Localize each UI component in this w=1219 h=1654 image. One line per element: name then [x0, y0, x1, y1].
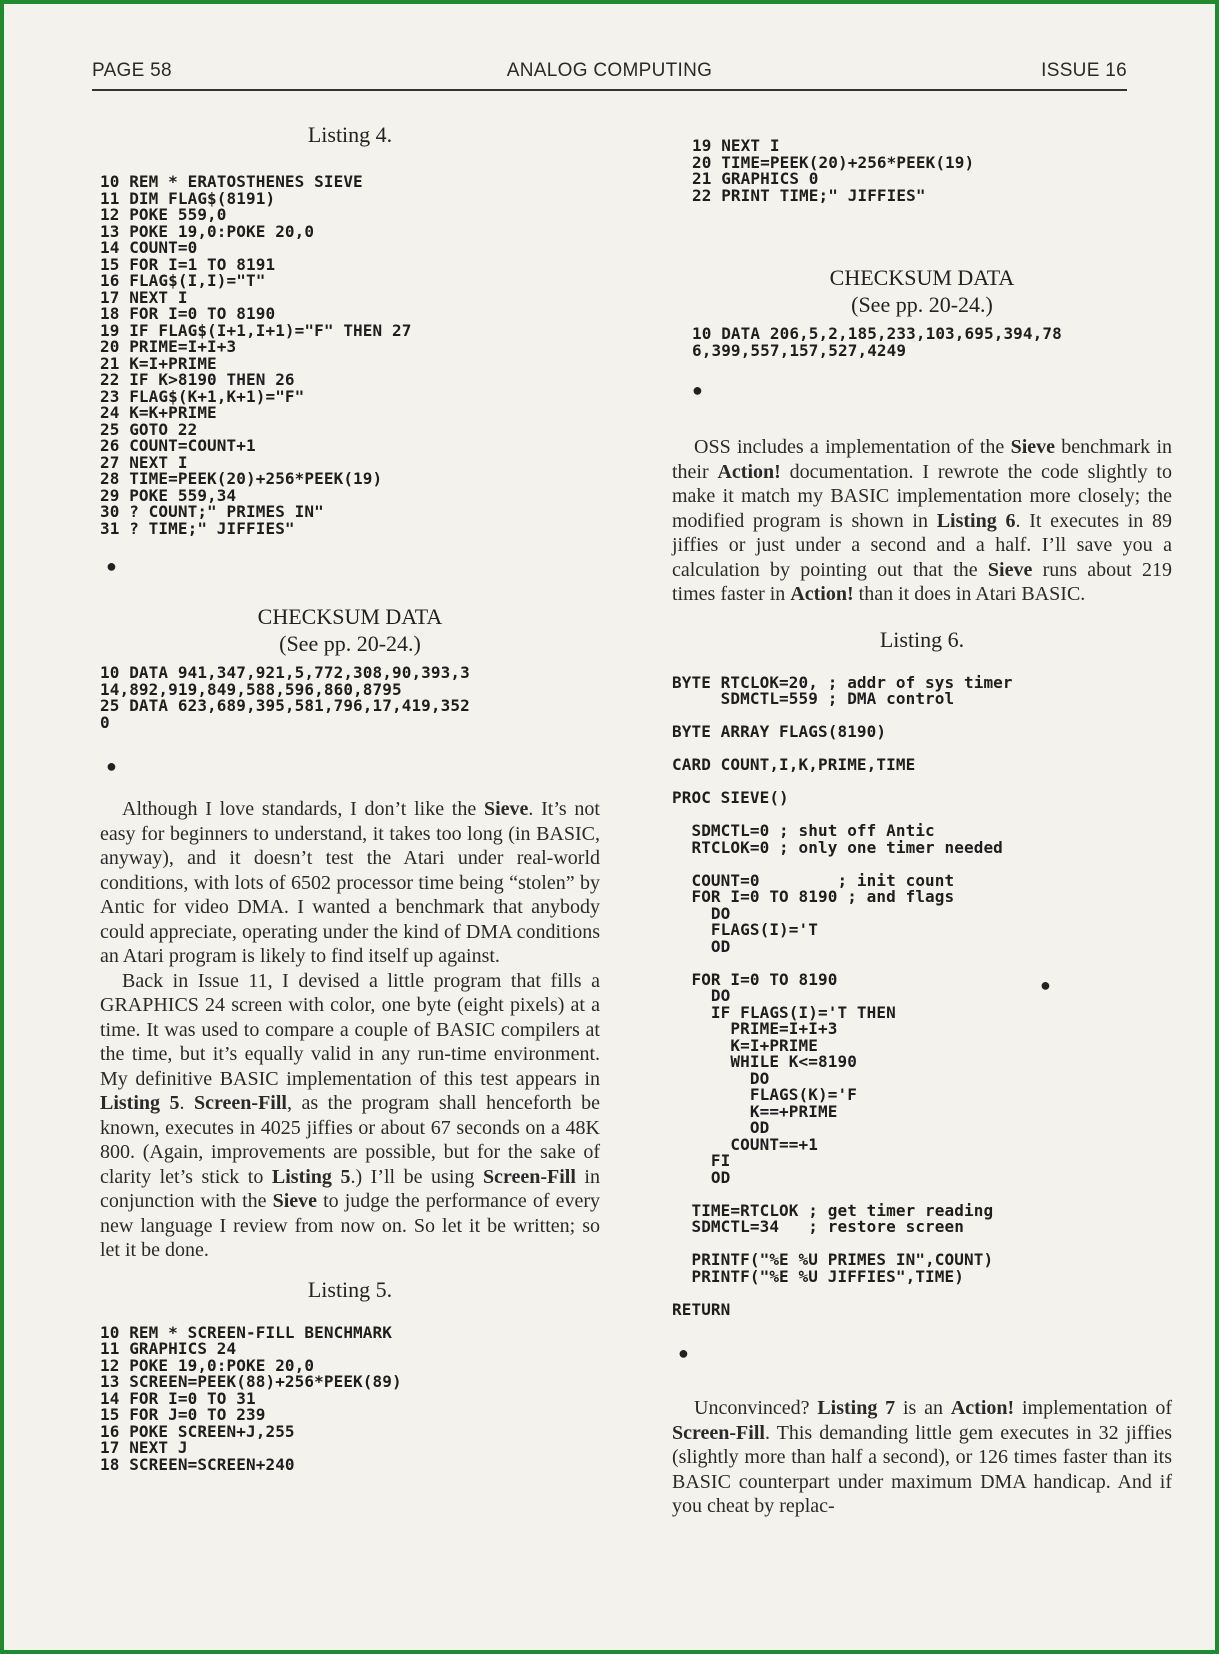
- paragraph: OSS includes a implementation of the Sieve benchmark in their Action! documentation. I rewrote the code slightly to make it match my BASIC implementation more closely; the modified program is shown in Listing 6. It executes in 89 jiffies or just under a second and a half. I’ll save you a calculation by pointing out that the Sieve runs about 219 times faster in Action! than it does in Atari BASIC.: [672, 436, 1172, 605]
- checksum-code: 10 DATA 941,347,921,5,772,308,90,393,3 14,892,919,849,588,596,860,8795 25 DATA 623,689,395,581,796,17,419,352 0: [100, 663, 470, 732]
- checksum-code: 10 DATA 206,5,2,185,233,103,695,394,78 6,399,557,157,527,4249: [692, 324, 1062, 360]
- bullet-marker: ●: [1040, 975, 1051, 995]
- left-column: [100, 122, 600, 1473]
- checksum-title: CHECKSUM DATA: [829, 265, 1015, 290]
- bullet-marker: ●: [678, 1343, 689, 1363]
- article-body-right-end: [672, 1396, 1172, 1519]
- article-body-right: [672, 435, 1172, 607]
- listing6-code: BYTE RTCLOK=20, ; addr of sys timer SDMCTL=559 ; DMA control BYTE ARRAY FLAGS(8190) CARD COUNT,I,K,PRIME,TIME PROC SIEVE() SDMCTL=0 ; shut off Antic RTCLOK=0 ; only one timer needed COUNT=0 ; init count FOR I=0 TO 8190 ; and flags DO FLAGS(I)='T OD FOR I=0 TO 8190 DO IF FLAGS(I)='T THEN PRIME=I+I+3 K=I+PRIME WHILE K<=8190 DO FLAGS(K)='F K==+PRIME OD COUNT==+1 FI OD TIME=RTCLOK ; get timer reading SDMCTL=34 ; restore screen PRINTF("%E %U PRIMES IN",COUNT) PRINTF("%E %U JIFFIES",TIME) RETURN: [672, 672, 1013, 1319]
- listing5-code: 10 REM * SCREEN-FILL BENCHMARK 11 GRAPHICS 24 12 POKE 19,0:POKE 20,0 13 SCREEN=PEEK(88)+256*PEEK(89) 14 FOR I=0 TO 31 15 FOR J=0 TO 239 16 POKE SCREEN+J,255 17 NEXT J 18 SCREEN=SCREEN+240: [100, 1322, 402, 1474]
- checksum-subtitle: (See pp. 20-24.): [279, 631, 421, 656]
- checksum-title: CHECKSUM DATA: [257, 604, 443, 629]
- issue-number: ISSUE 16: [1041, 60, 1127, 81]
- listing5-title: Listing 5.: [307, 1276, 393, 1302]
- listing4-title: Listing 4.: [307, 122, 393, 147]
- bullet-marker: ●: [692, 380, 703, 400]
- listing5-continued-code: 19 NEXT I 20 TIME=PEEK(20)+256*PEEK(19) 21 GRAPHICS 0 22 PRINT TIME;" JIFFIES": [692, 136, 975, 205]
- listing4-code: 10 REM * ERATOSTHENES SIEVE 11 DIM FLAG$(8191) 12 POKE 559,0 13 POKE 19,0:POKE 20,0 14 COUNT=0 15 FOR I=1 TO 8191 16 FLAG$(I,I)="T" 17 NEXT I 18 FOR I=0 TO 8190 19 IF FLAG$(I+1,I+1)="F" THEN 27 20 PRIME=I+I+3 21 K=I+PRIME 22 IF K>8190 THEN 26 23 FLAG$(K+1,K+1)="F" 24 K=K+PRIME 25 GOTO 22 26 COUNT=COUNT+1 27 NEXT I 28 TIME=PEEK(20)+256*PEEK(19) 29 POKE 559,34 30 ? COUNT;" PRIMES IN" 31 ? TIME;" JIFFIES": [100, 172, 412, 538]
- paragraph: Unconvinced? Listing 7 is an Action! implementation of Screen-Fill. This demanding little gem executes in 32 jiffies (slightly more than half a second), or 126 times faster than its BASIC counterpart under maximum DMA handicap. And if you cheat by replac-: [672, 1397, 1172, 1517]
- paragraph: Back in Issue 11, I devised a little program that fills a GRAPHICS 24 screen with color, one byte (eight pixels) at a time. It was used to compare a couple of BASIC compilers at the time, but it’s equally valid in any run-time environment. My definitive BASIC implementation of this test appears in Listing 5. Screen-Fill, as the program shall henceforth be known, executes in 4025 jiffies or about 67 seconds on a 48K 800. (Again, improvements are possible, but for the sake of clarity let’s stick to Listing 5.) I’ll be using Screen-Fill in conjunction with the Sieve to judge the performance of every new language I review from now on. So let it be written; so let it be done.: [100, 969, 601, 1261]
- article-body-left: [100, 797, 600, 1263]
- header-rule: [92, 89, 1127, 91]
- bullet-marker: ●: [106, 756, 117, 776]
- right-column: [672, 138, 1172, 1519]
- paragraph: Although I love standards, I don’t like the Sieve. It’s not easy for beginners to understand, it takes too long (in BASIC, anyway), and it doesn’t test the Atari under real-world conditions, with lots of 6502 processor time being “stolen” by Antic for video DMA. I wanted a benchmark that anybody could appreciate, operating under the kind of DMA conditions an Atari program is likely to find itself up against.: [100, 798, 600, 967]
- checksum-subtitle: (See pp. 20-24.): [851, 292, 993, 317]
- bullet-marker: ●: [106, 556, 117, 576]
- listing6-title: Listing 6.: [879, 626, 965, 652]
- publication-title: ANALOG COMPUTING: [506, 60, 713, 81]
- magazine-page: [4, 4, 1215, 1650]
- page-number: PAGE 58: [92, 60, 172, 81]
